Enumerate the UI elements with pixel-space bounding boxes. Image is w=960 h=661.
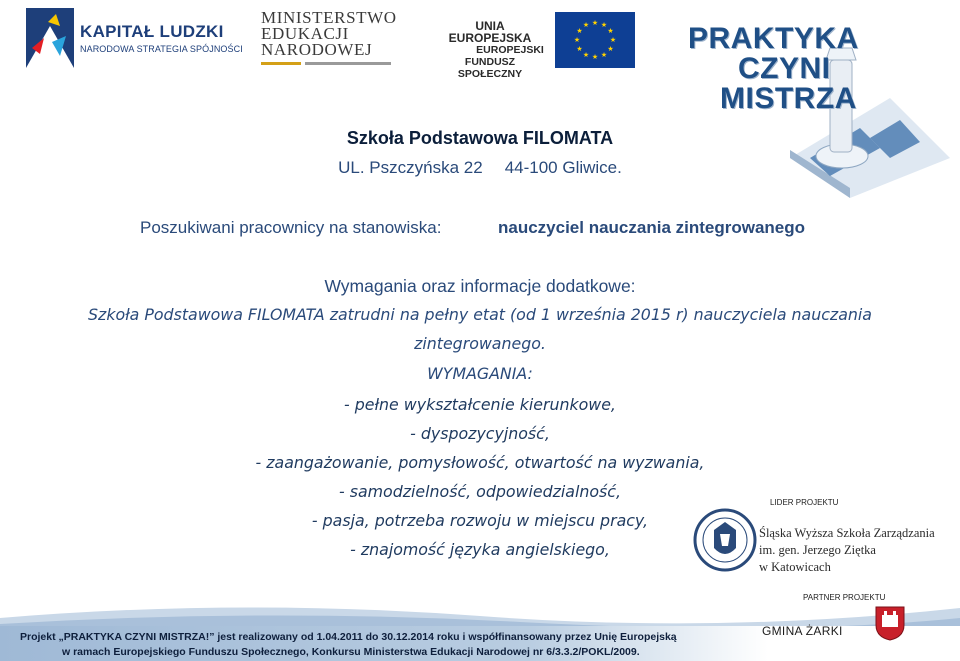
- list-item: - pasja, potrzeba rozwoju w miejscu pracy,: [311, 511, 649, 530]
- eu-line-3: FUNDUSZ SPOŁECZNY: [457, 56, 523, 80]
- ministry-line-2: EDUKACJI: [261, 24, 349, 43]
- ministry-line-3: NARODOWEJ: [261, 40, 373, 59]
- school-name: Szkoła Podstawowa FILOMATA: [346, 128, 614, 148]
- leader-label: LIDER PROJEKTU: [770, 498, 839, 507]
- school-postal: 44-100 Gliwice.: [504, 158, 622, 177]
- position-label: Poszukiwani pracownicy na stanowiska:: [140, 218, 442, 237]
- school-street: UL. Pszczyńska 22: [338, 158, 483, 177]
- list-item: - znajomość języka angielskiego,: [350, 540, 610, 559]
- svg-text:★: ★: [609, 36, 617, 44]
- leader-name: [759, 525, 935, 576]
- svg-text:★: ★: [600, 21, 608, 29]
- eu-line-2: EUROPEJSKI: [476, 44, 544, 56]
- kapital-ludzki-title: KAPITAŁ LUDZKI: [80, 22, 224, 41]
- position-row: [140, 218, 840, 238]
- kapital-ludzki-subtitle: NARODOWA STRATEGIA SPÓJNOŚCI: [80, 44, 243, 54]
- list-item: - dyspozycyjność,: [410, 424, 550, 443]
- svg-text:★: ★: [591, 53, 599, 61]
- svg-text:★: ★: [573, 36, 581, 44]
- svg-text:★: ★: [576, 27, 583, 35]
- ministry-logo: [261, 10, 401, 66]
- list-item: - zaangażowanie, pomysłowość, otwartość na wyzwania,: [255, 453, 705, 472]
- requirements-heading: Wymagania oraz informacje dodatkowe:: [324, 276, 636, 296]
- gmina-crest-icon: [874, 605, 906, 641]
- project-logo-line-3: MISTRZA: [720, 82, 857, 115]
- svg-text:★: ★: [600, 51, 608, 59]
- description-line-2: zintegrowanego.: [414, 334, 546, 353]
- eu-text: [434, 20, 546, 80]
- eu-flag-icon: [555, 12, 635, 68]
- kapital-ludzki-logo: [26, 8, 243, 68]
- eu-logo: [434, 12, 644, 80]
- partner-label: PARTNER PROJEKTU: [803, 593, 886, 602]
- svg-text:★: ★: [607, 27, 614, 35]
- project-logo-line-2: CZYNI: [738, 52, 831, 85]
- list-item: - pełne wykształcenie kierunkowe,: [344, 395, 616, 414]
- partner-name: GMINA ŻARKI: [762, 624, 843, 638]
- leader-line-2: im. gen. Jerzego Ziętka: [759, 543, 876, 557]
- kapital-ludzki-emblem-icon: [26, 8, 74, 68]
- svg-text:★: ★: [582, 21, 590, 29]
- ministry-underline-icon: [261, 62, 391, 68]
- school-address: [0, 158, 960, 178]
- ministry-line-1: MINISTERSTWO: [261, 8, 397, 27]
- position-value: nauczyciel nauczania zintegrowanego: [498, 218, 806, 237]
- list-item: - samodzielność, odpowiedzialność,: [339, 482, 621, 501]
- project-logo-text: [688, 24, 859, 114]
- svg-text:★: ★: [582, 51, 590, 59]
- svg-text:★: ★: [591, 19, 599, 27]
- svg-text:★: ★: [607, 45, 614, 53]
- footer-line-2: w ramach Europejskiego Funduszu Społecznego, Konkursu Ministerstwa Edukacji Narodowej nr 6/3.3.2/POKL/2009.: [62, 646, 640, 658]
- description-line-1: Szkoła Podstawowa FILOMATA zatrudni na pełny etat (od 1 września 2015 r) nauczyciela nauczania: [88, 305, 872, 324]
- footer-line-1: Projekt „PRAKTYKA CZYNI MISTRZA!” jest realizowany od 1.04.2011 do 30.12.2014 roku i współfinansowany przez Unię Europejską: [20, 631, 677, 643]
- svg-text:★: ★: [576, 45, 583, 53]
- leader-line-1: Śląska Wyższa Szkoła Zarządzania: [759, 526, 935, 540]
- leader-line-3: w Katowicach: [759, 560, 831, 574]
- eu-line-1: UNIA EUROPEJSKA: [448, 19, 532, 45]
- requirements-list-label: WYMAGANIA:: [427, 364, 533, 383]
- project-logo-line-1: PRAKTYKA: [688, 22, 859, 55]
- university-seal-icon: [690, 500, 760, 580]
